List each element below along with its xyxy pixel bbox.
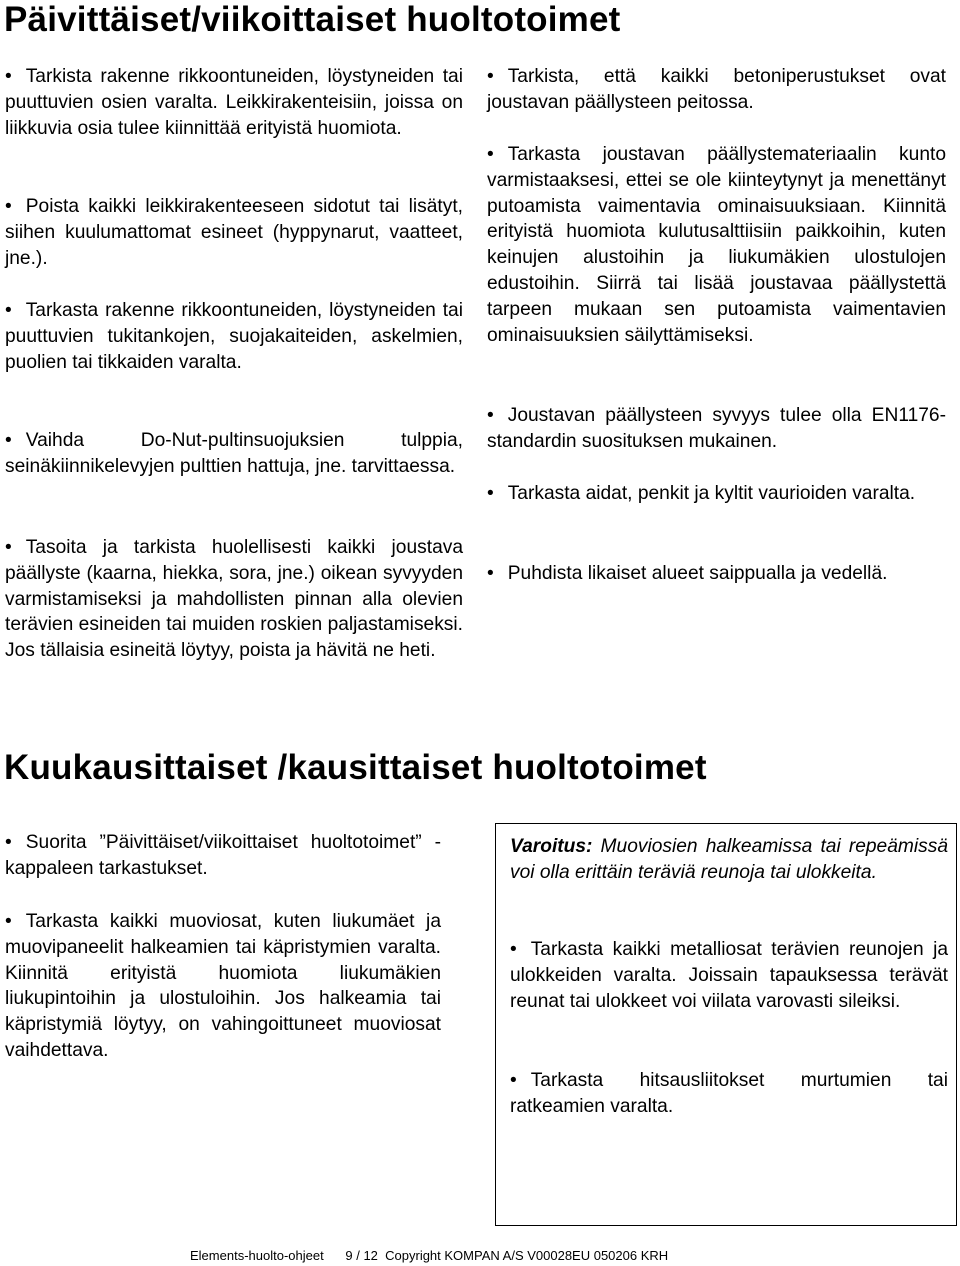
list-item: • Tarkasta aidat, penkit ja kyltit vaurioiden varalta. [487,481,946,507]
list-item: • Joustavan päällysteen syvyys tulee olla EN1176-standardin suosituksen mukainen. [487,403,946,455]
footer-copyright: Copyright KOMPAN A/S V00028EU 050206 KRH [385,1248,669,1263]
section-title-daily-weekly: Päivittäiset/viikoittaiset huoltotoimet [4,0,621,39]
list-item: • Tarkista rakenne rikkoontuneiden, löystyneiden tai puuttuvien osien varalta. Leikkirakenteisiin, joissa on liikkuvia osia tulee kiinnittää erityistä huomiota. [5,64,463,141]
section-title-monthly-seasonal: Kuukausittaiset /kausittaiset huoltotoimet [4,748,707,787]
list-item: • Puhdista likaiset alueet saippualla ja vedellä. [487,561,946,587]
list-item: • Tarkasta kaikki metalliosat terävien reunojen ja ulokkeiden varalta. Joissain tapauksessa terävät reunat tai ulokkeet voi viilata varovasti sileiksi. [510,937,948,1014]
list-item: • Poista kaikki leikkirakenteeseen sidotut tai lisätyt, siihen kuulumattomat esineet (hyppynarut, vaatteet, jne.). [5,194,463,271]
list-item: • Tarkasta hitsausliitokset murtumien tai ratkeamien varalta. [510,1068,948,1120]
warning-note [510,834,948,886]
footer-doc-name: Elements-huolto-ohjeet [190,1248,324,1263]
footer-page-number: 9 / 12 [345,1248,378,1263]
list-item: • Tarkasta rakenne rikkoontuneiden, löystyneiden tai puuttuvien tukitankojen, suojakaiteiden, askelmien, puolien tai tikkaiden varalta. [5,298,463,375]
list-item: • Suorita ”Päivittäiset/viikoittaiset huoltotoimet” -kappaleen tarkastukset. [5,830,441,882]
warning-text: Muoviosien halkeamissa tai repeämissä voi olla erittäin teräviä reunoja tai ulokkeita. [510,836,948,883]
list-item: • Tarkasta kaikki muoviosat, kuten liukumäet ja muovipaneelit halkeamien tai käpristymien varalta. Kiinnitä erityistä huomiota liukumäkien liukupintoihin ja ulostuloihin. Jos halkeamia tai käpristymiä löytyy, on vahingoittuneet muoviosat vaihdettava. [5,909,441,1064]
warning-label: Varoitus: [510,836,593,857]
list-item: • Tarkista, että kaikki betoniperustukset ovat joustavan päällysteen peitossa. [487,64,946,116]
list-item: • Tarkasta joustavan päällystemateriaalin kunto varmistaaksesi, ettei se ole kiinteytynyt ja menettänyt putoamista vaimentavia ominaisuuksiaan. Kiinnitä erityistä huomiota kulutusalttiisiin paikkoihin, kuten keinujen alustoihin ja liukumäkien ulostulojen edustoihin. Siirrä tai lisää joustavaa päällystettä tarpeen mukaan sen putoamista vaimentavien ominaisuuksien säilyttämiseksi. [487,142,946,348]
page-footer [190,1248,668,1264]
list-item: • Vaihda Do-Nut-pultinsuojuksien tulppia, seinäkiinnikelevyjen pulttien hattuja, jne. tarvittaessa. [5,428,463,480]
list-item: • Tasoita ja tarkista huolellisesti kaikki joustava päällyste (kaarna, hiekka, sora, jne.) oikean syvyyden varmistamiseksi ja mahdollisten pinnan alla olevien terävien esineiden tai muiden roskien paljastamiseksi. Jos tällaisia esineitä löytyy, poista ja hävitä ne heti. [5,535,463,664]
